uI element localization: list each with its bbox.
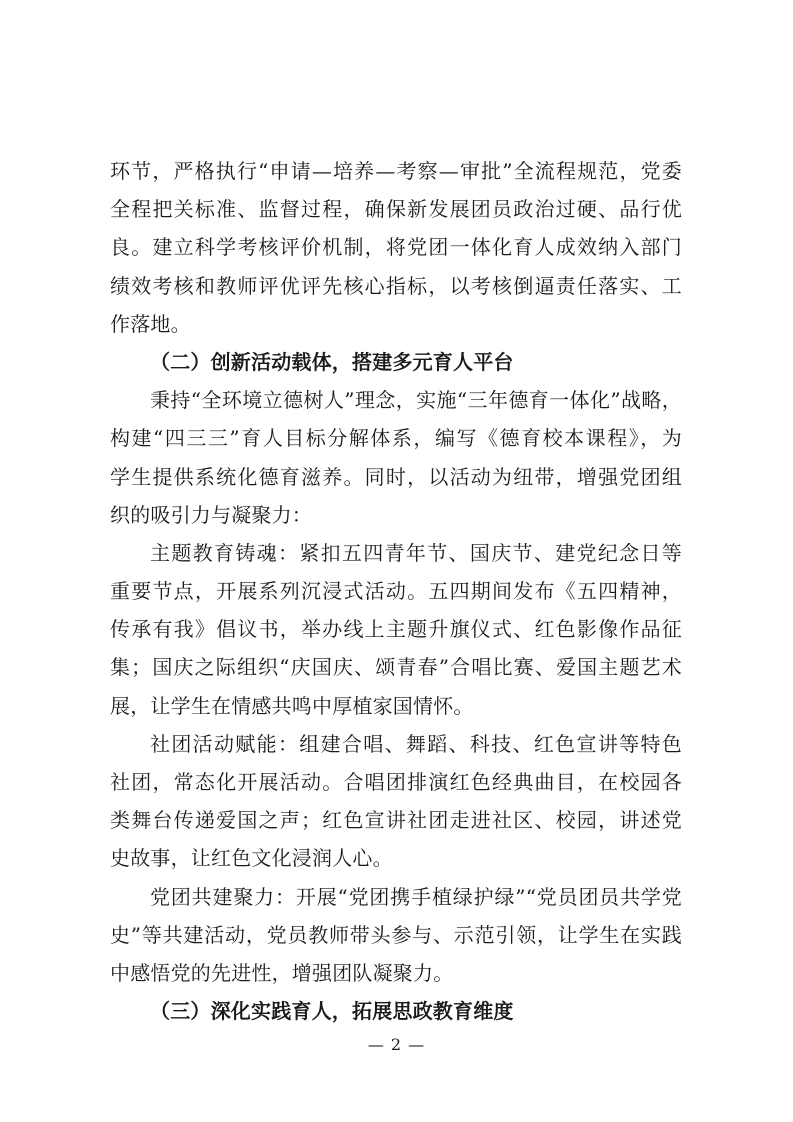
paragraph-start: 秉持“全环境立德树人”理念，实施“三年德育一体化”战略， — [150, 388, 682, 413]
text-line: 中感悟党的先进性，增强团队凝聚力。 — [110, 960, 454, 985]
text-line: 传承有我》倡议书，举办线上主题升旗仪式、红色影像作品征 — [110, 617, 682, 642]
text-line: 构建“四三三”育人目标分解体系，编写《德育校本课程》，为 — [110, 426, 682, 451]
text-line: 重要节点，开展系列沉浸式活动。五四期间发布《五四精神， — [110, 579, 682, 604]
text-line: 社团，常态化开展活动。合唱团排演红色经典曲目，在校园各 — [110, 770, 682, 794]
text-line: 织的吸引力与凝聚力： — [110, 502, 312, 527]
paragraph-start: 党团共建聚力：开展“党团携手植绿护绿”“党员团员共学党 — [150, 884, 682, 909]
text-line: 学生提供系统化德育滋养。同时，以活动为纽带，增强党团组 — [110, 464, 682, 489]
text-line: 作落地。 — [110, 311, 191, 336]
text-line: 展，让学生在情感共鸣中厚植家国情怀。 — [110, 693, 474, 718]
text-line: 绩效考核和教师评优评先核心指标，以考核倒逼责任落实、工 — [110, 273, 682, 298]
text-line: 全程把关标准、监督过程，确保新发展团员政治过硬、品行优 — [110, 197, 682, 222]
text-line: 类舞台传递爱国之声；红色宣讲社团走进社区、校园，讲述党 — [110, 808, 682, 833]
paragraph-start: 社团活动赋能：组建合唱、舞蹈、科技、红色宣讲等特色 — [150, 731, 682, 756]
text-line: 史故事，让红色文化浸润人心。 — [110, 846, 393, 871]
text-line: 环节，严格执行“申请—培养—考察—审批”全流程规范，党委 — [110, 159, 682, 183]
text-line: 史”等共建活动，党员教师带头参与、示范引领，让学生在实践 — [110, 922, 682, 947]
page-number: — 2 — — [367, 1035, 426, 1054]
body-text — [110, 152, 682, 1030]
paragraph-start: 主题教育铸魂：紧扣五四青年节、国庆节、建党纪念日等 — [150, 540, 682, 565]
section-heading-3: （三）深化实践育人，拓展思政教育维度 — [150, 999, 514, 1024]
text-line: 集；国庆之际组织“庆国庆、颂青春”合唱比赛、爱国主题艺术 — [110, 655, 682, 680]
section-heading-2: （二）创新活动载体，搭建多元育人平台 — [150, 349, 514, 374]
text-line: 良。建立科学考核评价机制，将党团一体化育人成效纳入部门 — [110, 235, 682, 260]
